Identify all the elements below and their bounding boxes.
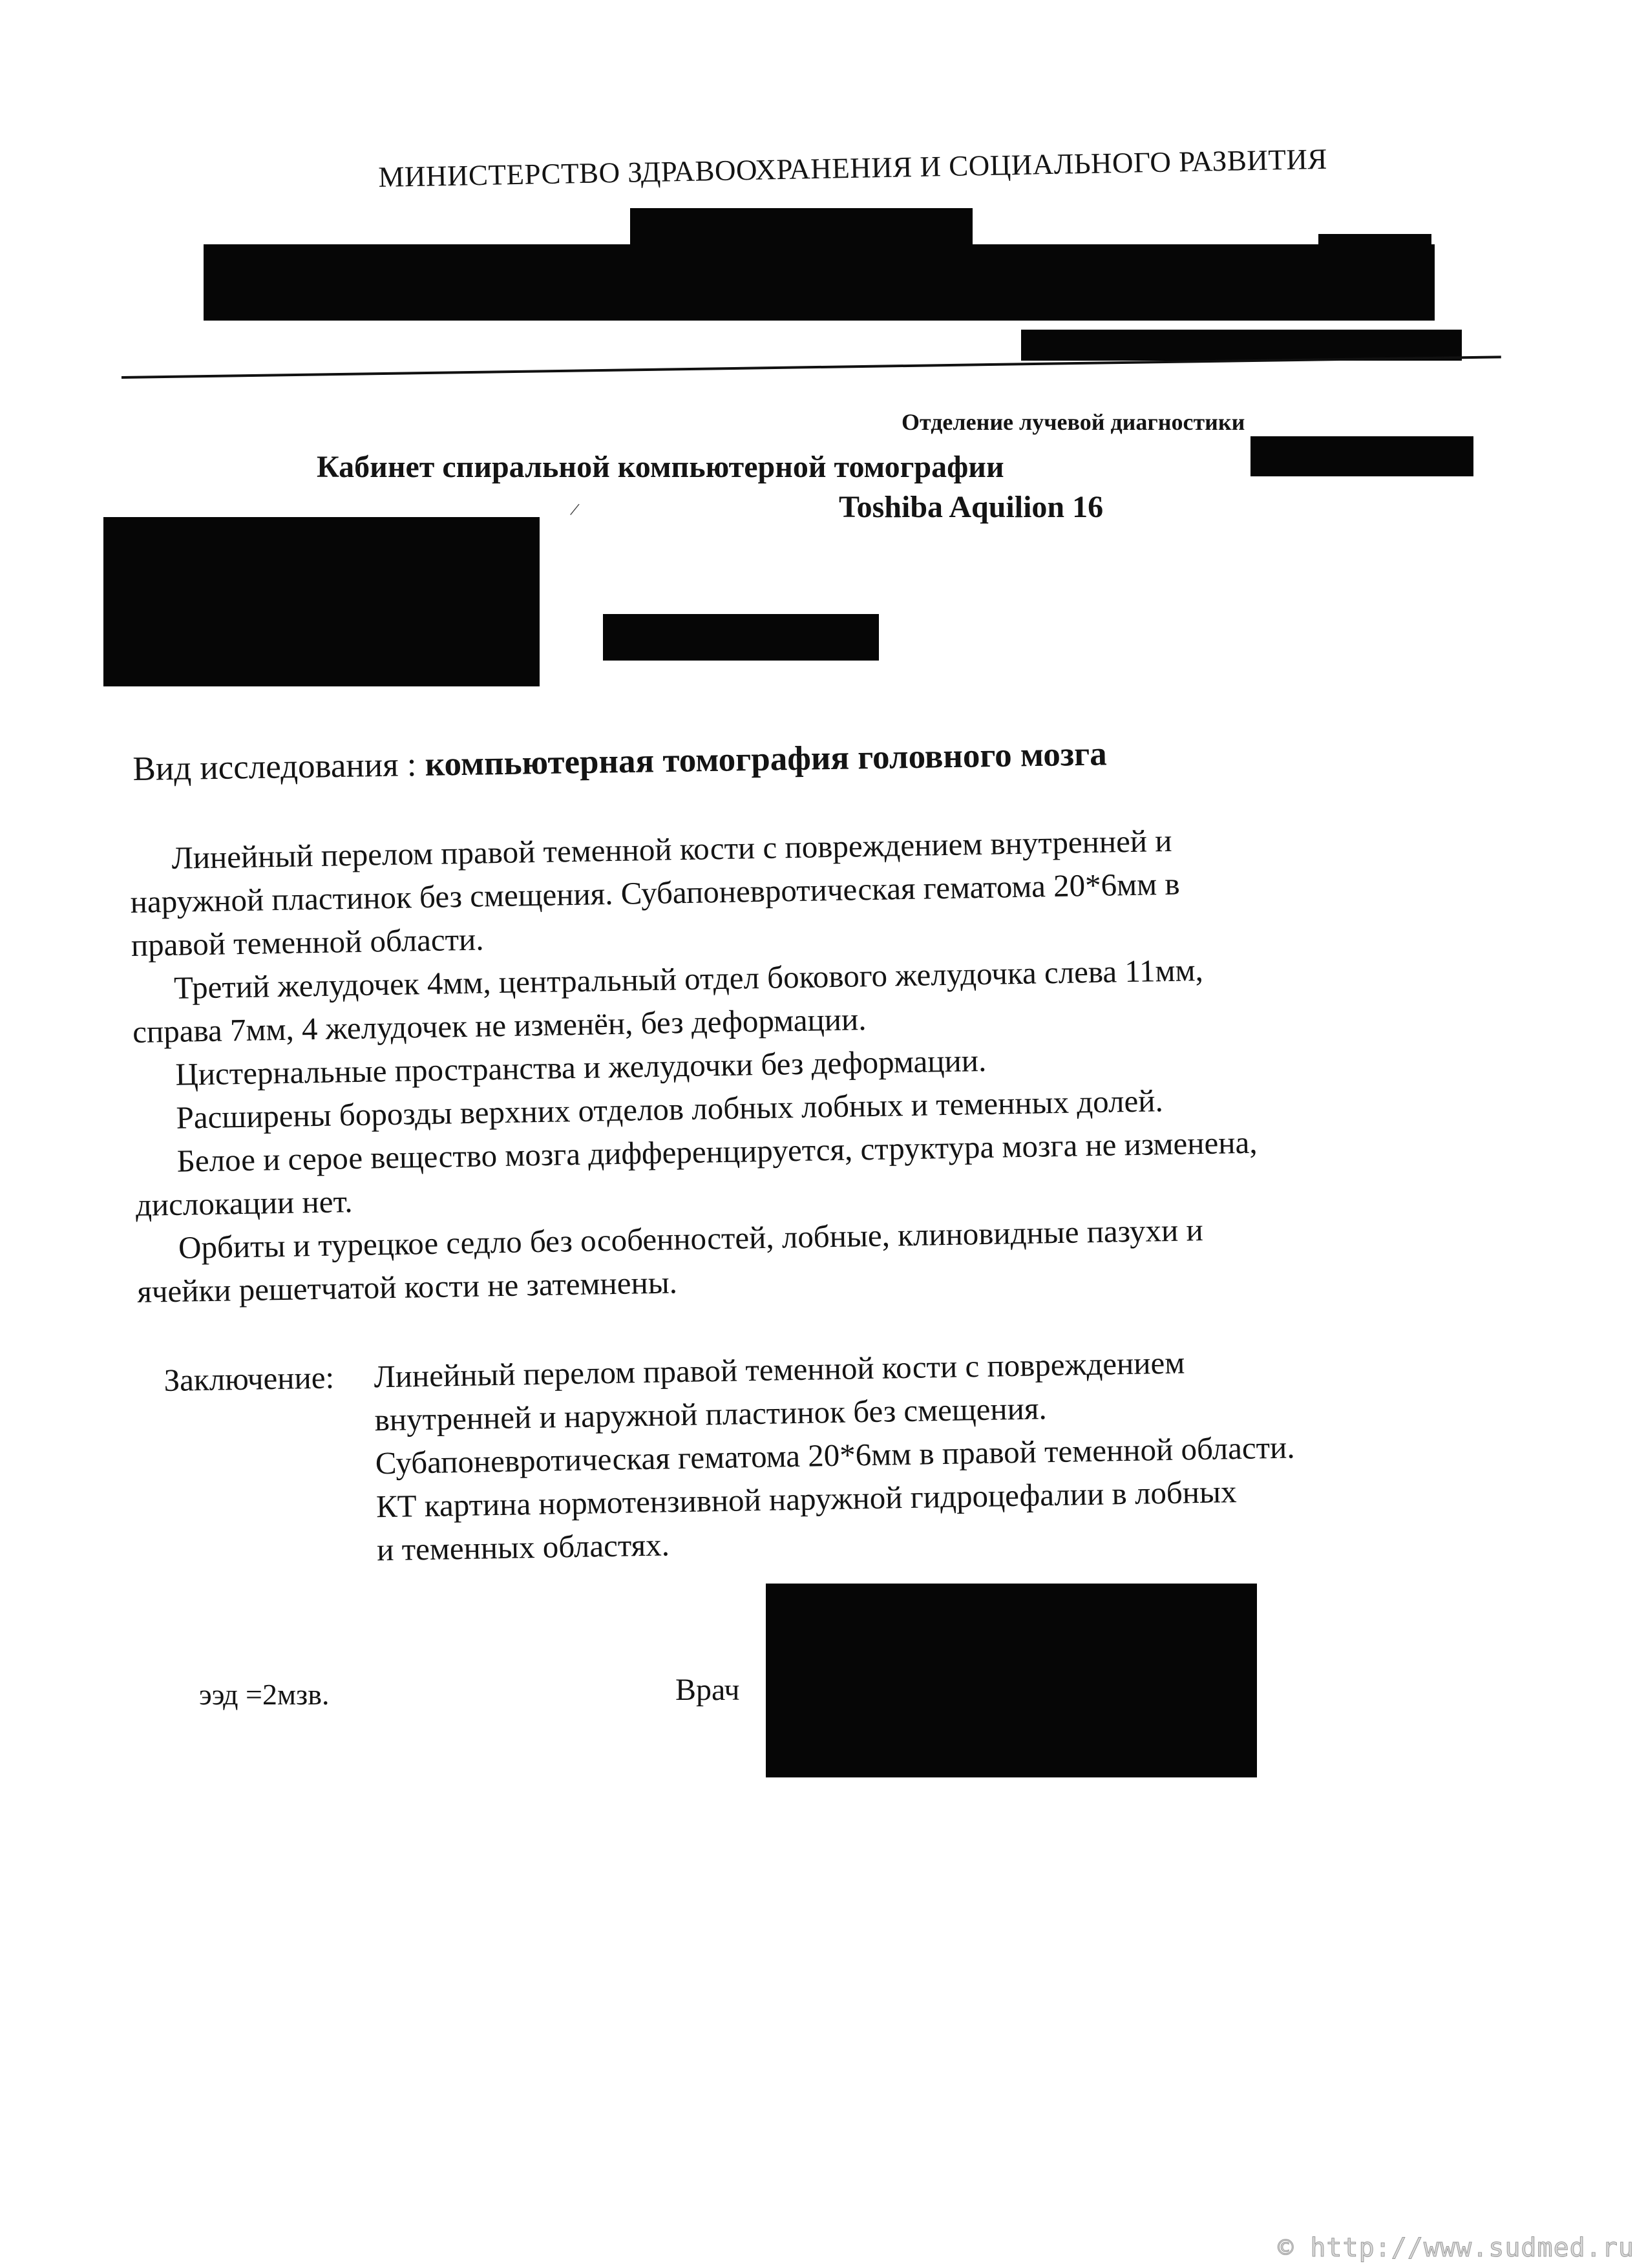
- findings-line: Линейный перелом правой теменной кости с повреждением внутренней и: [171, 822, 1172, 876]
- watermark: © http://www.sudmed.ru: [1278, 2233, 1634, 2263]
- doctor-label: Врач: [675, 1673, 740, 1707]
- study-type-line: [132, 734, 1107, 789]
- findings-line: наружной пластинок без смещения. Субапоневротическая гематома 20*6мм в: [130, 865, 1180, 920]
- signature-redaction: [766, 1584, 1257, 1777]
- findings-line: Цистернальные пространства и желудочки без деформации.: [174, 1042, 987, 1092]
- redaction-block: [630, 208, 973, 246]
- redaction-block: [1250, 436, 1473, 476]
- redaction-block: [1021, 330, 1462, 361]
- study-type-value: компьютерная томография головного мозга: [425, 735, 1108, 783]
- conclusion-text: [374, 1339, 1296, 1571]
- findings-line: правой теменной области.: [131, 921, 484, 963]
- ministry-heading: МИНИСТЕРСТВО ЗДРАВООХРАНЕНИЯ И СОЦИАЛЬНОГО РАЗВИТИЯ: [378, 142, 1328, 193]
- findings-section: [129, 813, 1495, 1313]
- findings-line: Белое и серое вещество мозга дифференцируется, структура мозга не изменена,: [176, 1124, 1258, 1179]
- findings-line: дислокации нет.: [135, 1183, 353, 1223]
- conclusion-label: Заключение:: [164, 1359, 335, 1398]
- findings-line: Расширены борозды верхних отделов лобных лобных и теменных долей.: [176, 1083, 1164, 1136]
- findings-line: ячейки решетчатой кости не затемнены.: [136, 1264, 678, 1309]
- findings-line: справа 7мм, 4 желудочек не изменён, без деформации.: [132, 1001, 867, 1050]
- study-type-label: Вид исследования :: [132, 746, 417, 788]
- scanner-model: Toshiba Aquilion 16: [839, 490, 1104, 524]
- conclusion-line: внутренней и наружной пластинок без смещения.: [374, 1390, 1048, 1438]
- redaction-block: [103, 517, 540, 686]
- findings-line: Орбиты и турецкое седло без особенностей, лобные, клиновидные пазухи и: [178, 1212, 1204, 1266]
- header-divider: [121, 355, 1501, 379]
- conclusion-line: Субапоневротическая гематома 20*6мм в правой теменной области.: [375, 1429, 1295, 1481]
- conclusion-line: и теменных областях.: [376, 1527, 670, 1568]
- findings-line: Третий желудочек 4мм, центральный отдел бокового желудочка слева 11мм,: [173, 952, 1204, 1006]
- redaction-block: [204, 244, 1435, 321]
- conclusion-line: Линейный перелом правой теменной кости с повреждением: [374, 1344, 1185, 1395]
- conclusion-line: КТ картина нормотензивной наружной гидроцефалии в лобных: [375, 1474, 1237, 1525]
- cabinet-title: Кабинет спиральной компьютерной томографии: [317, 450, 1004, 484]
- department-title: Отделение лучевой диагностики: [902, 409, 1245, 435]
- conclusion-section: [164, 1335, 1521, 1568]
- redaction-block: [603, 614, 879, 661]
- effective-dose: ээд =2мзв.: [199, 1678, 330, 1711]
- pen-mark: /: [568, 498, 581, 521]
